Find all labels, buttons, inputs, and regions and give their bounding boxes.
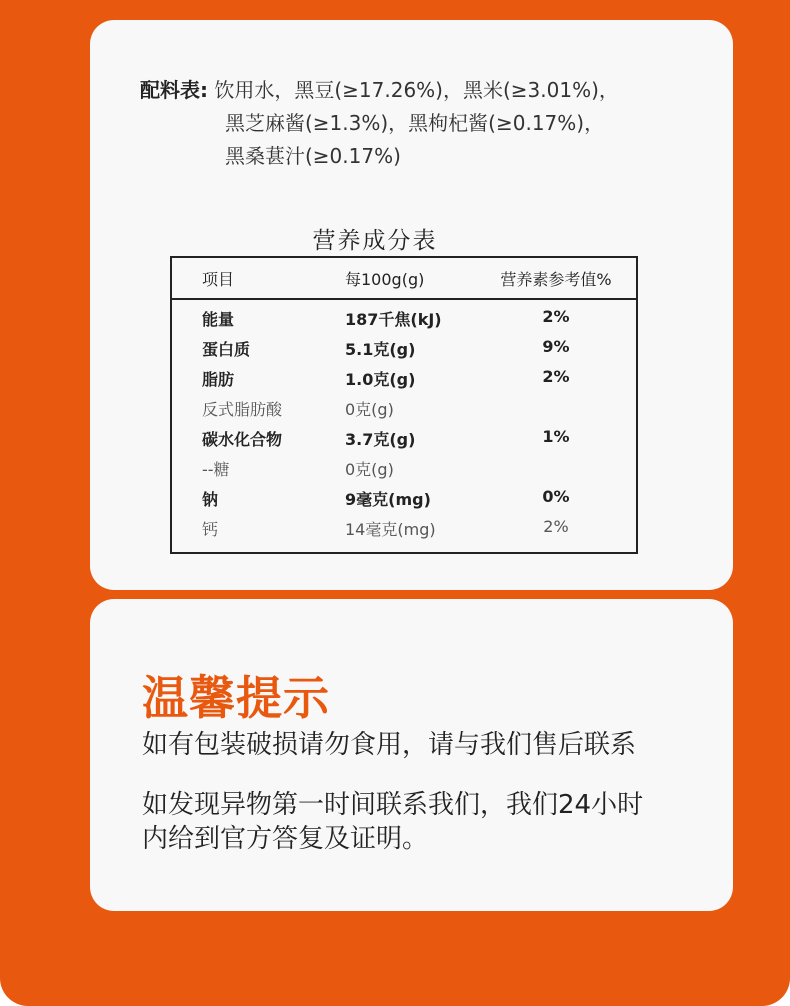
row-nrv: 2% bbox=[542, 307, 570, 326]
row-item: 脂肪 bbox=[202, 370, 235, 389]
row-item: 钙 bbox=[202, 520, 219, 539]
table-row bbox=[172, 397, 636, 427]
table-row bbox=[172, 307, 636, 337]
row-nrv: 2% bbox=[543, 517, 569, 536]
ingredients-text-1: 饮用水，黑豆(≥17.26%)，黑米(≥3.01%)， bbox=[208, 78, 619, 102]
table-row bbox=[172, 517, 636, 547]
table-row bbox=[172, 337, 636, 367]
row-per100g: 0克(g) bbox=[345, 400, 394, 419]
row-item: 钠 bbox=[202, 490, 219, 509]
nutrition-table-header bbox=[172, 258, 636, 300]
ingredients-block bbox=[140, 74, 680, 173]
row-per100g: 9毫克(mg) bbox=[345, 490, 431, 509]
ingredients-label: 配料表: bbox=[140, 78, 208, 102]
table-row bbox=[172, 427, 636, 457]
tips-line-2b: 内给到官方答复及证明。 bbox=[142, 824, 429, 854]
header-per100g: 每100g(g) bbox=[345, 270, 425, 289]
table-row bbox=[172, 487, 636, 517]
nutrition-table bbox=[170, 256, 638, 554]
table-row bbox=[172, 457, 636, 487]
row-nrv: 0% bbox=[542, 487, 570, 506]
table-row bbox=[172, 367, 636, 397]
row-per100g: 14毫克(mg) bbox=[345, 520, 436, 539]
row-item: 蛋白质 bbox=[202, 340, 251, 359]
row-item: 能量 bbox=[202, 310, 235, 329]
row-item: 碳水化合物 bbox=[202, 430, 283, 449]
row-per100g: 5.1克(g) bbox=[345, 340, 416, 359]
row-nrv: 1% bbox=[542, 427, 570, 446]
nutrition-table-title: 营养成分表 bbox=[312, 228, 438, 254]
header-item: 项目 bbox=[202, 270, 235, 289]
ingredients-line-2: 黑芝麻酱(≥1.3%)，黑枸杞酱(≥0.17%)， bbox=[225, 111, 605, 135]
tips-line-2a: 如发现异物第一时间联系我们，我们24小时 bbox=[142, 790, 644, 820]
tips-title: 温馨提示 bbox=[142, 671, 330, 725]
header-nrv: 营养素参考值% bbox=[500, 270, 612, 289]
row-nrv: 9% bbox=[542, 337, 570, 356]
row-per100g: 1.0克(g) bbox=[345, 370, 416, 389]
tips-line-1: 如有包装破损请勿食用，请与我们售后联系 bbox=[142, 730, 637, 760]
row-nrv: 2% bbox=[542, 367, 570, 386]
ingredients-line-1 bbox=[140, 74, 680, 107]
row-per100g: 3.7克(g) bbox=[345, 430, 416, 449]
ingredients-line-3: 黑桑葚汁(≥0.17%) bbox=[225, 144, 401, 168]
row-item: --糖 bbox=[202, 460, 230, 479]
row-item: 反式脂肪酸 bbox=[202, 400, 283, 419]
row-per100g: 0克(g) bbox=[345, 460, 394, 479]
row-per100g: 187千焦(kJ) bbox=[345, 310, 442, 329]
